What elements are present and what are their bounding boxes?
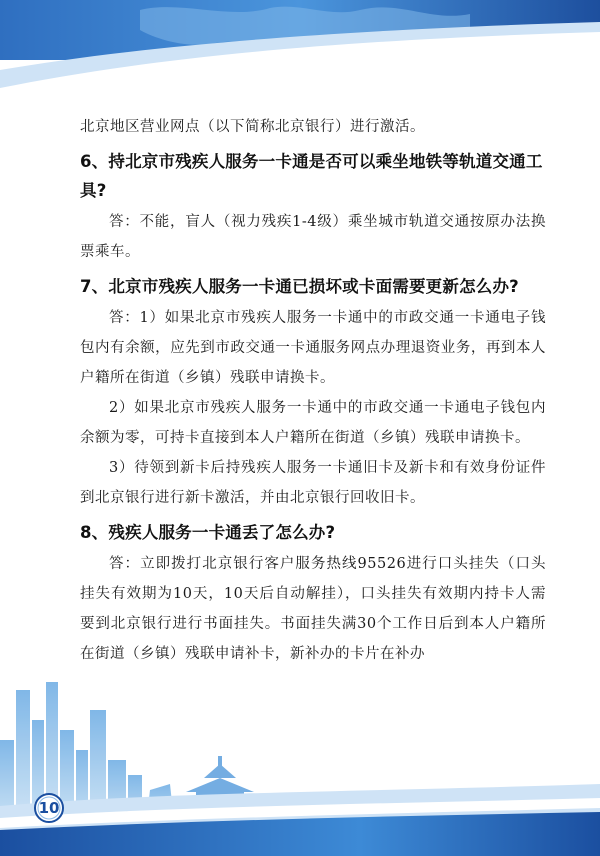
page-content xyxy=(80,112,546,669)
question-7: 7、北京市残疾人服务一卡通已损坏或卡面需要更新怎么办? xyxy=(80,277,519,296)
answer-7-part-2: 2）如果北京市残疾人服务一卡通中的市政交通一卡通电子钱包内余额为零，可持卡直接到本人户籍所在街道（乡镇）残联申请换卡。 xyxy=(80,400,546,446)
answer-8: 答：立即拨打北京银行客户服务热线95526进行口头挂失（口头挂失有效期为10天，10天后自动解挂），口头挂失有效期内持卡人需要到北京银行进行书面挂失。书面挂失满30个工作日后到本人户籍所在街道（乡镇）残联申请补卡，新补办的卡片在补办 xyxy=(80,556,546,662)
answer-7-part-3: 3）待领到新卡后持残疾人服务一卡通旧卡及新卡和有效身份证件到北京银行进行新卡激活，并由北京银行回收旧卡。 xyxy=(80,460,546,506)
page-number: 10 xyxy=(38,799,60,817)
footer-decoration xyxy=(0,680,600,856)
question-6: 6、持北京市残疾人服务一卡通是否可以乘坐地铁等轨道交通工具? xyxy=(80,152,543,200)
continued-paragraph: 北京地区营业网点（以下简称北京银行）进行激活。 xyxy=(80,119,425,135)
answer-6: 答：不能，盲人（视力残疾1-4级）乘坐城市轨道交通按原办法换票乘车。 xyxy=(80,214,546,260)
answer-7-part-1: 答：1）如果北京市残疾人服务一卡通中的市政交通一卡通电子钱包内有余额，应先到市政交通一卡通服务网点办理退资业务，再到本人户籍所在街道（乡镇）残联申请换卡。 xyxy=(80,310,546,386)
question-8: 8、残疾人服务一卡通丢了怎么办? xyxy=(80,523,336,542)
header-decoration xyxy=(0,0,600,110)
